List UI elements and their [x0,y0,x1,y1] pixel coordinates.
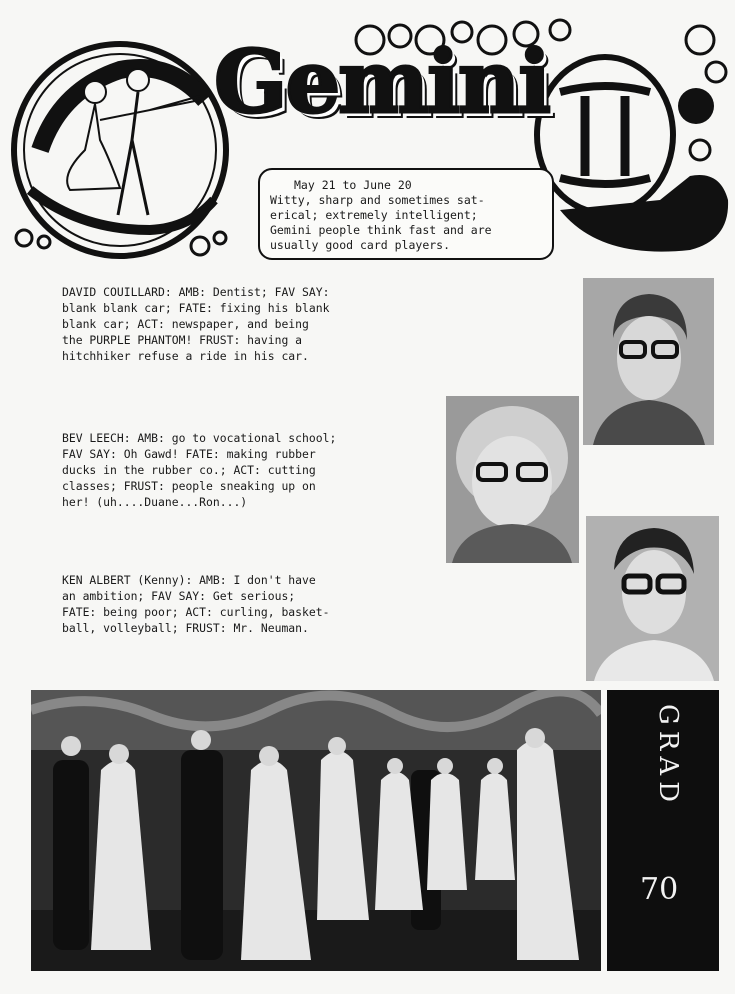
sign-description: Witty, sharp and sometimes sat- erical; extremely intelligent; Gemini people think fast and are usually good card players. [270,193,492,252]
grad-dance-photo [31,690,601,971]
entry-bev-leech: BEV LEECH: AMB: go to vocational school; FAV SAY: Oh Gawd! FATE: making rubber ducks in the rubber co.; ACT: cutting classes; FRUST: people sneaking up on her! (uh....Duane...Ron...) [62,431,337,509]
grad-year: 70 [640,872,679,907]
sign-dates: May 21 to June 20 [294,178,412,192]
portrait-ken-albert [586,516,719,681]
portrait-bev-leech [446,396,579,563]
page-title: Gemini [214,32,550,133]
entry-ken-albert: KEN ALBERT (Kenny): AMB: I don't have an ambition; FAV SAY: Get serious; FATE: being poor; ACT: curling, basket- ball, volleyball; FRUST: Mr. Neuman. [62,573,330,635]
sign-description-box [258,168,554,260]
portrait-david-couillard [583,278,714,445]
grad-label: GRAD [653,704,683,808]
entry-david-couillard: DAVID COUILLARD: AMB: Dentist; FAV SAY: blank blank car; FATE: fixing his blank blank car; ACT: newspaper, and being the PURPLE PHANTOM! FRUST: having a hitchhiker refuse a ride in his car. [62,285,330,363]
